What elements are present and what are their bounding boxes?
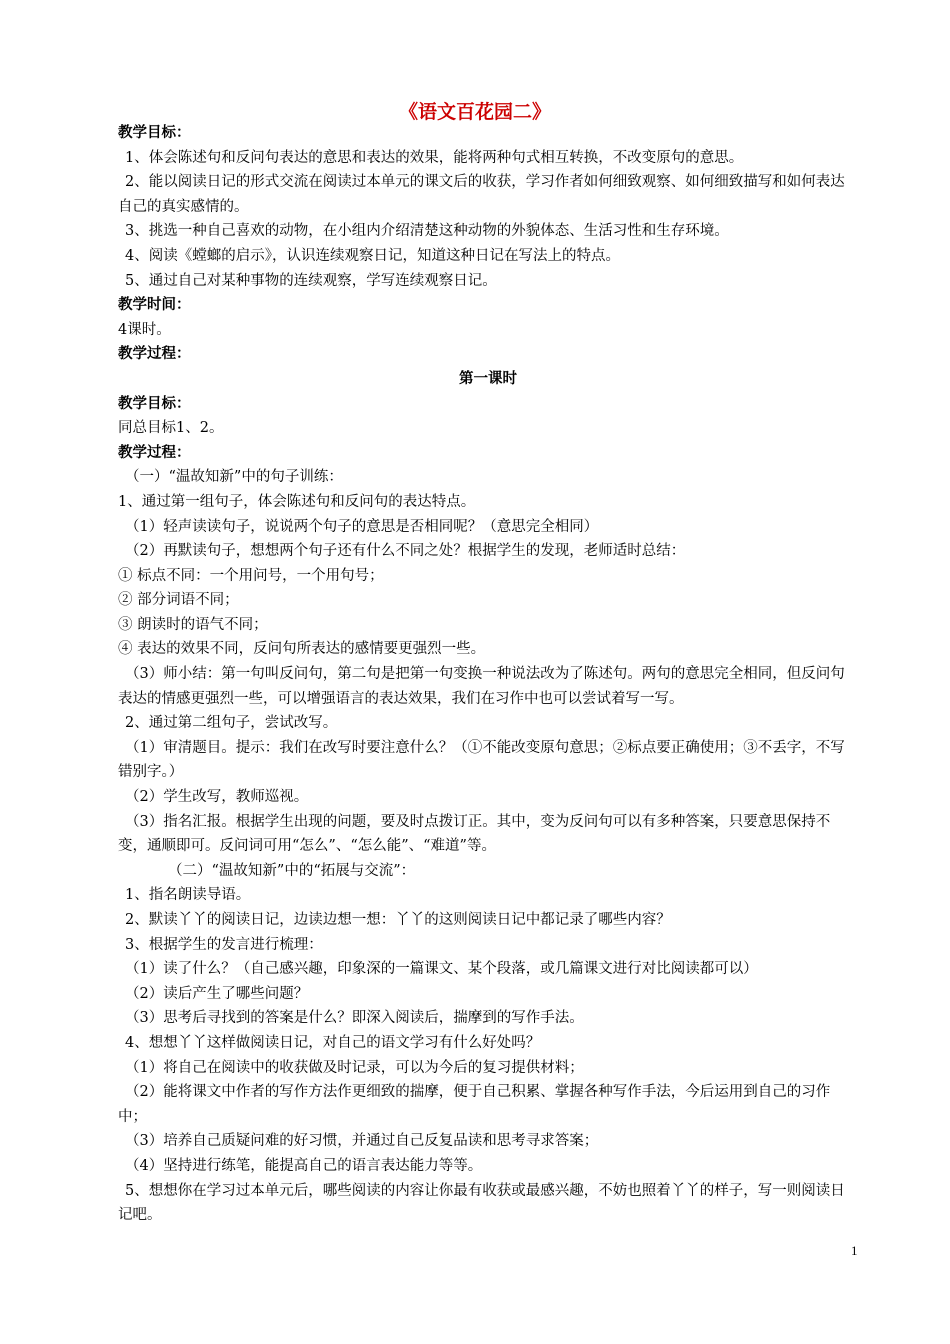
paragraph: （3）指名汇报。根据学生出现的问题，要及时点拨订正。其中，变为反问句可以有多种答案，只要意思保持不变，通顺即可。反问词可用“怎么”、“怎么能”、“难道”等。 xyxy=(118,813,831,855)
paragraph: （一）“温故知新”中的句子训练： xyxy=(125,469,343,486)
paragraph: 1、指名朗读导语。 xyxy=(125,887,251,904)
paragraph: 1、体会陈述句和反问句表达的意思和表达的效果，能将两种句式相互转换，不改变原句的意思。 xyxy=(125,149,744,166)
paragraph: （4）坚持进行练笔，能提高自己的语言表达能力等等。 xyxy=(125,1157,483,1174)
paragraph: 4课时。 xyxy=(118,321,171,338)
section-heading: 教学目标： xyxy=(118,125,191,141)
paragraph: 5、通过自己对某种事物的连续观察，学写连续观察日记。 xyxy=(125,272,497,289)
paragraph: 3、挑选一种自己喜欢的动物，在小组内介绍清楚这种动物的外貌体态、生活习性和生存环境。 xyxy=(125,223,729,240)
paragraph: 4、阅读《螳螂的启示》，认识连续观察日记，知道这种日记在写法上的特点。 xyxy=(125,247,620,264)
paragraph: 同总目标1、2。 xyxy=(118,420,224,437)
document-title: 《语文百花园二》 xyxy=(398,101,551,123)
paragraph: ① 标点不同：一个用问号，一个用句号； xyxy=(118,567,384,584)
paragraph: （3）师小结：第一句叫反问句，第二句是把第一句变换一种说法改为了陈述句。两句的意思完全相同，但反问句表达的情感更强烈一些，可以增强语言的表达效果，我们在习作中也可以尝试着写一写。 xyxy=(118,666,845,707)
paragraph: 2、能以阅读日记的形式交流在阅读过本单元的课文后的收获，学习作者如何细致观察、如何细致描写和如何表达自己的真实感情的。 xyxy=(118,174,845,215)
paragraph: （2）读后产生了哪些问题？ xyxy=(125,985,309,1002)
section-heading: 教学目标： xyxy=(118,395,191,412)
paragraph: （1）读了什么？（自己感兴趣，印象深的一篇课文、某个段落，或几篇课文进行对比阅读都可以） xyxy=(125,961,758,978)
paragraph: （2）再默读句子，想想两个句子还有什么不同之处？根据学生的发现，老师适时总结： xyxy=(125,543,686,560)
paragraph: （1）审清题目。提示：我们在改写时要注意什么？（①不能改变原句意思；②标点要正确使用；③不丢字，不写错别字。） xyxy=(118,739,845,781)
section-heading: 教学过程： xyxy=(118,444,191,461)
paragraph: ④ 表达的效果不同，反问句所表达的感情要更强烈一些。 xyxy=(118,641,486,658)
paragraph: 2、默读丫丫的阅读日记，边读边想一想：丫丫的这则阅读日记中都记录了哪些内容？ xyxy=(125,912,671,928)
paragraph: （1）轻声读读句子，说说两个句子的意思是否相同呢？（意思完全相同） xyxy=(125,518,599,535)
paragraph: 1、通过第一组句子，体会陈述句和反问句的表达特点。 xyxy=(118,493,476,510)
paragraph: （1）将自己在阅读中的收获做及时记录，可以为今后的复习提供材料； xyxy=(125,1059,584,1076)
paragraph: （3）培养自己质疑问难的好习惯，并通过自己反复品读和思考寻求答案； xyxy=(125,1133,599,1150)
section-heading: 教学过程： xyxy=(118,346,191,363)
paragraph: （二）“温故知新”中的“拓展与交流”： xyxy=(168,862,416,879)
paragraph: ② 部分词语不同； xyxy=(118,592,239,609)
paragraph: （2）能将课文中作者的写作方法作更细致的揣摩，便于自己积累、掌握各种写作手法，今后运用到自己的习作中； xyxy=(118,1084,831,1125)
paragraph: 3、根据学生的发言进行梳理： xyxy=(125,936,323,953)
paragraph: （3）思考后寻找到的答案是什么？即深入阅读后，揣摩到的写作手法。 xyxy=(125,1010,584,1027)
paragraph: 4、想想丫丫这样做阅读日记，对自己的语文学习有什么好处吗？ xyxy=(125,1034,541,1051)
paragraph: 2、通过第二组句子，尝试改写。 xyxy=(125,715,338,732)
paragraph: （2）学生改写，教师巡视。 xyxy=(125,789,309,806)
section-heading: 第一课时 xyxy=(459,370,517,387)
paragraph: 5、想想你在学习过本单元后，哪些阅读的内容让你最有收获或最感兴趣，不妨也照着丫丫的样子，写一则阅读日记吧。 xyxy=(118,1182,845,1224)
document-body xyxy=(118,121,858,1228)
section-heading: 教学时间： xyxy=(118,297,191,314)
page-number: 1 xyxy=(851,1243,858,1258)
paragraph: ③ 朗读时的语气不同； xyxy=(118,616,268,633)
